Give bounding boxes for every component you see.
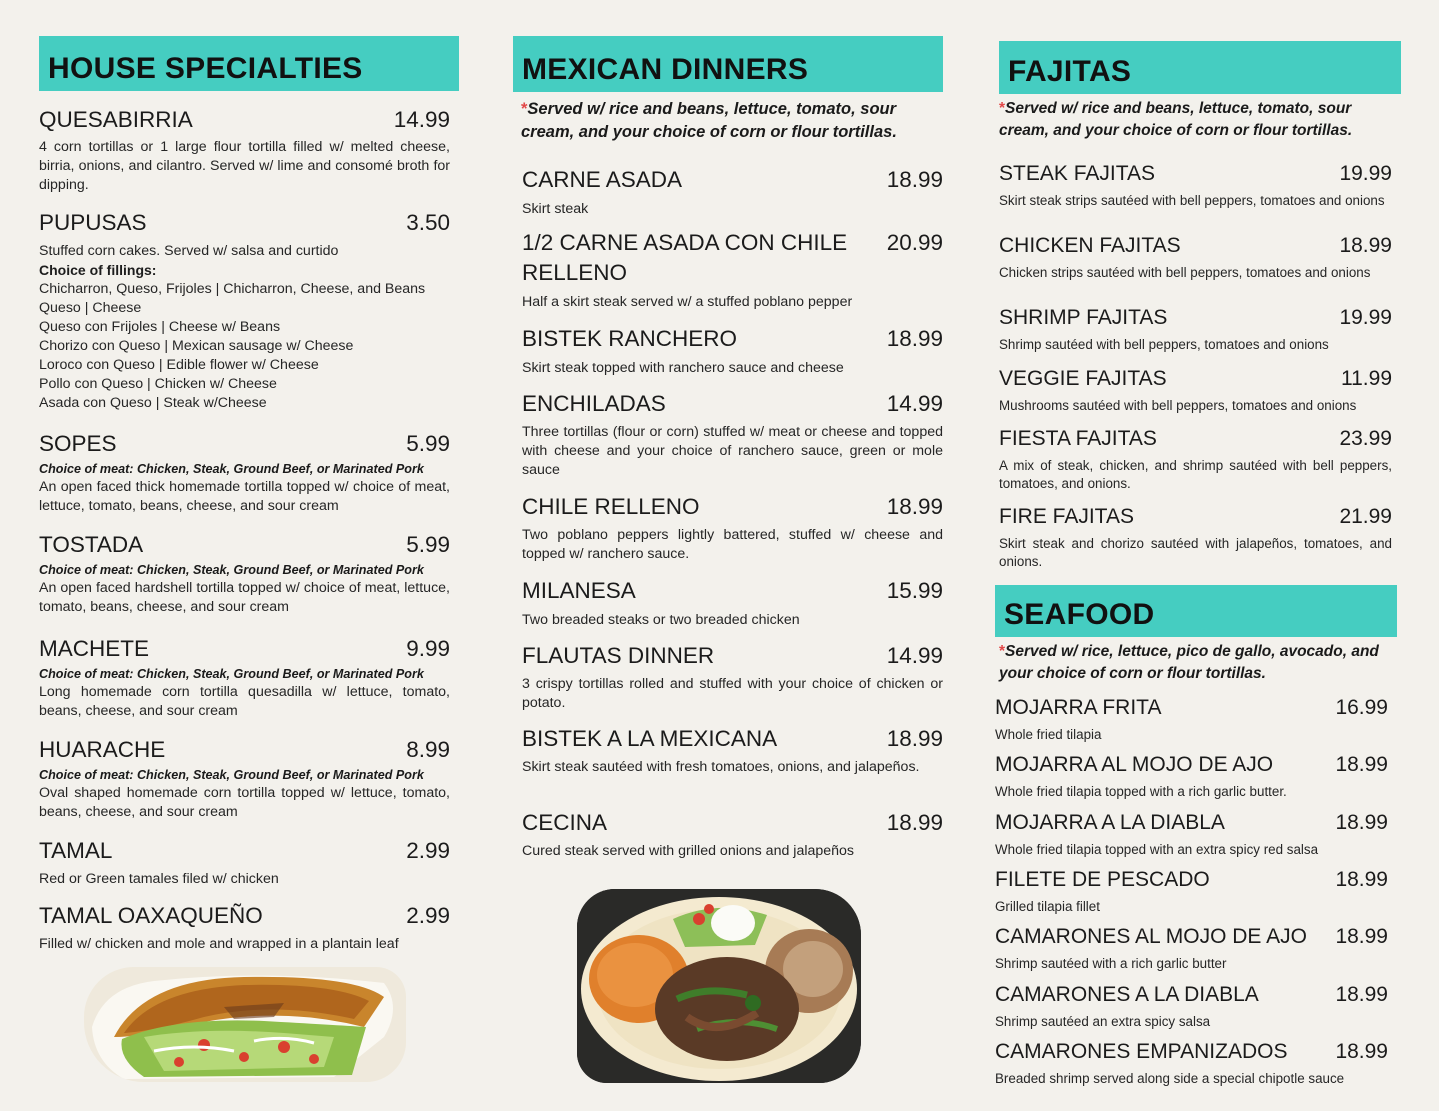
item-price: 18.99: [886, 167, 943, 192]
item-price: 23.99: [1339, 427, 1392, 450]
item-price: 14.99: [393, 107, 450, 132]
item-description: Stuffed corn cakes. Served w/ salsa and curtido: [39, 243, 339, 259]
item-price: 19.99: [1339, 162, 1392, 185]
item-description: Skirt steak strips sautéed with bell peppers, tomatoes and onions: [999, 193, 1385, 208]
item-name: MACHETE: [39, 636, 150, 661]
item-description: Chicken strips sautéed with bell peppers, tomatoes and onions: [999, 265, 1371, 280]
item-name: MOJARRA FRITA: [995, 696, 1162, 719]
item-description: Skirt steak: [522, 201, 589, 217]
section-title: MEXICAN DINNERS: [522, 53, 809, 86]
item-price: 14.99: [886, 643, 943, 668]
menu-item-veggie-fajitas: [999, 365, 1392, 415]
item-price: 18.99: [1339, 234, 1392, 257]
served-with-text: Served w/ rice, lettuce, pico de gallo, avocado, and your choice of corn or flour tortillas.: [999, 643, 1379, 682]
item-price: 18.99: [1335, 753, 1388, 776]
item-description: Skirt steak topped with ranchero sauce and cheese: [522, 360, 844, 376]
item-price: 16.99: [1335, 696, 1388, 719]
item-name: TAMAL: [39, 838, 113, 863]
item-price: 18.99: [886, 494, 943, 519]
menu-item-quesabirria: [39, 105, 450, 195]
menu-item-camarones-empanizados: [995, 1038, 1388, 1088]
item-description: An open faced thick homemade tortilla topped w/ choice of meat, lettuce, tomato, beans, cheese, and sour cream: [39, 479, 450, 514]
asterisk: *: [999, 643, 1006, 660]
item-name: SHRIMP FAJITAS: [999, 306, 1168, 329]
served-with-note: [999, 641, 1401, 685]
item-price: 18.99: [1335, 868, 1388, 891]
served-with-text: Served w/ rice and beans, lettuce, tomato, sour cream, and your choice of corn or flour tortillas.: [999, 100, 1353, 139]
item-price: 18.99: [1335, 811, 1388, 834]
filling-option: Asada con Queso | Steak w/Cheese: [39, 395, 267, 411]
item-description: Long homemade corn tortilla quesadilla w/ lettuce, tomato, beans, cheese, and sour cream: [39, 684, 450, 719]
filling-option: Queso con Frijoles | Cheese w/ Beans: [39, 319, 281, 335]
meat-choice: Choice of meat: Chicken, Steak, Ground Beef, or Marinated Pork: [39, 563, 424, 577]
item-price: 5.99: [406, 431, 450, 456]
item-description: Filled w/ chicken and mole and wrapped in a plantain leaf: [39, 936, 399, 952]
item-price: 2.99: [406, 903, 450, 928]
item-description: 4 corn tortillas or 1 large flour tortilla filled w/ melted cheese, birria, onions, and cilantro. Served w/ lime and consomé broth for dipping.: [39, 139, 450, 193]
section-title: SEAFOOD: [1004, 598, 1155, 631]
filling-option: Loroco con Queso | Edible flower w/ Cheese: [39, 357, 319, 373]
item-price: 14.99: [886, 391, 943, 416]
item-description: Shrimp sautéed an extra spicy salsa: [995, 1014, 1211, 1029]
asterisk: *: [521, 100, 528, 118]
item-name: 1/2 CARNE ASADA CON CHILE RELLENO: [522, 230, 848, 285]
item-price: 11.99: [1341, 367, 1392, 390]
item-name: FILETE DE PESCADO: [995, 868, 1210, 891]
fajitas-banner: [999, 41, 1401, 94]
item-description: Whole fried tilapia topped with a rich garlic butter.: [995, 784, 1287, 799]
item-name: FIRE FAJITAS: [999, 505, 1134, 528]
item-price: 9.99: [406, 636, 450, 661]
menu-item-huarache: [39, 735, 450, 822]
item-description: Half a skirt steak served w/ a stuffed poblano pepper: [522, 294, 853, 310]
menu-item-chile-relleno: [522, 492, 943, 564]
item-name: TAMAL OAXAQUEÑO: [39, 903, 263, 928]
asterisk: *: [999, 100, 1006, 117]
item-description: Two breaded steaks or two breaded chicken: [522, 612, 800, 628]
item-price: 3.50: [406, 210, 450, 235]
item-price: 19.99: [1339, 306, 1392, 329]
menu-item-filete-de-pescado: [995, 866, 1388, 916]
served-with-note: [999, 98, 1401, 142]
item-description: Oval shaped homemade corn tortilla topped w/ lettuce, tomato, beans, cheese, and sour cream: [39, 785, 450, 820]
item-description: A mix of steak, chicken, and shrimp sautéed with bell peppers, tomatoes, and onions.: [999, 458, 1392, 491]
menu-item-flautas-dinner: [522, 641, 943, 713]
item-name: CAMARONES A LA DIABLA: [995, 983, 1259, 1006]
item-name: CECINA: [522, 810, 608, 835]
item-name: FIESTA FAJITAS: [999, 427, 1157, 450]
item-name: CAMARONES AL MOJO DE AJO: [995, 925, 1307, 948]
item-name: FLAUTAS DINNER: [522, 643, 715, 668]
menu-item-tamal: [39, 836, 450, 889]
menu-item-fiesta-fajitas: [999, 425, 1392, 493]
served-with-note: [521, 98, 943, 144]
filling-option: Queso | Cheese: [39, 300, 142, 316]
meat-choice: Choice of meat: Chicken, Steak, Ground Beef, or Marinated Pork: [39, 667, 424, 681]
menu-item-mojarra-al-mojo-de-ajo: [995, 751, 1388, 801]
item-description: Two poblano peppers lightly battered, stuffed w/ cheese and topped w/ ranchero sauce.: [522, 527, 943, 562]
item-name: CAMARONES EMPANIZADOS: [995, 1040, 1288, 1063]
quesabirria-photo: [84, 967, 406, 1082]
item-price: 21.99: [1339, 505, 1392, 528]
item-name: CARNE ASADA: [522, 167, 683, 192]
mexican-dinners-banner: [513, 36, 943, 92]
item-description: Whole fried tilapia topped with an extra spicy red salsa: [995, 842, 1319, 857]
item-name: PUPUSAS: [39, 210, 147, 235]
item-price: 2.99: [406, 838, 450, 863]
item-description: Skirt steak sautéed with fresh tomatoes, onions, and jalapeños.: [522, 759, 920, 775]
menu-item-bistek-a-la-mexicana: [522, 724, 943, 777]
item-name: CHICKEN FAJITAS: [999, 234, 1181, 257]
menu-item-shrimp-fajitas: [999, 304, 1392, 354]
menu-item-sopes: [39, 429, 450, 516]
menu-item-camarones-al-mojo-de-ajo: [995, 923, 1388, 973]
item-description: Whole fried tilapia: [995, 727, 1102, 742]
menu-item-machete: [39, 634, 450, 721]
item-name: SOPES: [39, 431, 117, 456]
menu-item-mojarra-a-la-diabla: [995, 809, 1388, 859]
item-name: ENCHILADAS: [522, 391, 666, 416]
item-description: Grilled tilapia fillet: [995, 899, 1100, 914]
item-name: BISTEK A LA MEXICANA: [522, 726, 778, 751]
menu-item-camarones-a-la-diabla: [995, 981, 1388, 1031]
menu-item-mojarra-frita: [995, 694, 1388, 744]
menu-item-milanesa: [522, 576, 943, 630]
item-name: TOSTADA: [39, 532, 144, 557]
menu-item-chicken-fajitas: [999, 232, 1392, 282]
item-description: Red or Green tamales filed w/ chicken: [39, 871, 279, 887]
fillings-label: Choice of fillings:: [39, 262, 157, 278]
item-name: HUARACHE: [39, 737, 166, 762]
plate-illustration: [577, 889, 861, 1083]
item-price: 18.99: [886, 726, 943, 751]
item-name: MOJARRA AL MOJO DE AJO: [995, 753, 1274, 776]
meat-choice: Choice of meat: Chicken, Steak, Ground Beef, or Marinated Pork: [39, 462, 424, 476]
section-title: HOUSE SPECIALTIES: [48, 52, 363, 85]
house-specialties-banner: [39, 36, 459, 91]
seafood-banner: [995, 585, 1397, 637]
item-name: STEAK FAJITAS: [999, 162, 1155, 185]
item-price: 18.99: [886, 810, 943, 835]
item-price: 20.99: [886, 230, 943, 255]
menu-item-half-carne-asada: [522, 228, 943, 312]
taco-illustration: [84, 967, 406, 1082]
filling-option: Chorizo con Queso | Mexican sausage w/ Cheese: [39, 338, 354, 354]
menu-item-tostada: [39, 530, 450, 617]
item-description: Shrimp sautéed with a rich garlic butter: [995, 956, 1227, 971]
item-name: BISTEK RANCHERO: [522, 326, 738, 351]
item-name: QUESABIRRIA: [39, 107, 193, 132]
menu-item-tamal-oaxaqueno: [39, 901, 450, 954]
item-description: Skirt steak and chorizo sautéed with jalapeños, tomatoes, and onions.: [999, 536, 1392, 569]
menu-item-cecina: [522, 808, 943, 861]
filling-option: Pollo con Queso | Chicken w/ Cheese: [39, 376, 277, 392]
served-with-text: Served w/ rice and beans, lettuce, tomato, sour cream, and your choice of corn or flour tortillas.: [521, 100, 897, 141]
filling-option: Chicharron, Queso, Frijoles | Chicharron, Cheese, and Beans: [39, 281, 426, 297]
item-price: 18.99: [1335, 1040, 1388, 1063]
item-description: Three tortillas (flour or corn) stuffed w/ meat or cheese and topped with cheese and your choice of ranchero sauce, green or mole sauce: [522, 424, 943, 478]
menu-item-bistek-ranchero: [522, 324, 943, 378]
menu-item-pupusas: [39, 208, 450, 413]
item-description: 3 crispy tortillas rolled and stuffed with your choice of chicken or potato.: [522, 676, 943, 711]
item-name: CHILE RELLENO: [522, 494, 700, 519]
item-name: VEGGIE FAJITAS: [999, 367, 1167, 390]
dinner-plate-photo: [577, 889, 861, 1083]
item-price: 15.99: [886, 578, 943, 603]
menu-item-enchiladas: [522, 389, 943, 480]
item-description: Mushrooms sautéed with bell peppers, tomatoes and onions: [999, 398, 1357, 413]
item-price: 18.99: [886, 326, 943, 351]
menu-item-carne-asada: [522, 165, 943, 219]
menu-item-steak-fajitas: [999, 160, 1392, 210]
item-price: 18.99: [1335, 925, 1388, 948]
menu-item-fire-fajitas: [999, 503, 1392, 571]
item-price: 18.99: [1335, 983, 1388, 1006]
item-description: Cured steak served with grilled onions and jalapeños: [522, 843, 855, 859]
item-name: MILANESA: [522, 578, 636, 603]
item-description: Breaded shrimp served along side a special chipotle sauce: [995, 1071, 1345, 1086]
meat-choice: Choice of meat: Chicken, Steak, Ground Beef, or Marinated Pork: [39, 768, 424, 782]
item-price: 8.99: [406, 737, 450, 762]
item-name: MOJARRA A LA DIABLA: [995, 811, 1225, 834]
section-title: FAJITAS: [1008, 55, 1132, 88]
item-description: Shrimp sautéed with bell peppers, tomatoes and onions: [999, 337, 1329, 352]
item-price: 5.99: [406, 532, 450, 557]
item-description: An open faced hardshell tortilla topped w/ choice of meat, lettuce, tomato, beans, cheese, and sour cream: [39, 580, 450, 615]
